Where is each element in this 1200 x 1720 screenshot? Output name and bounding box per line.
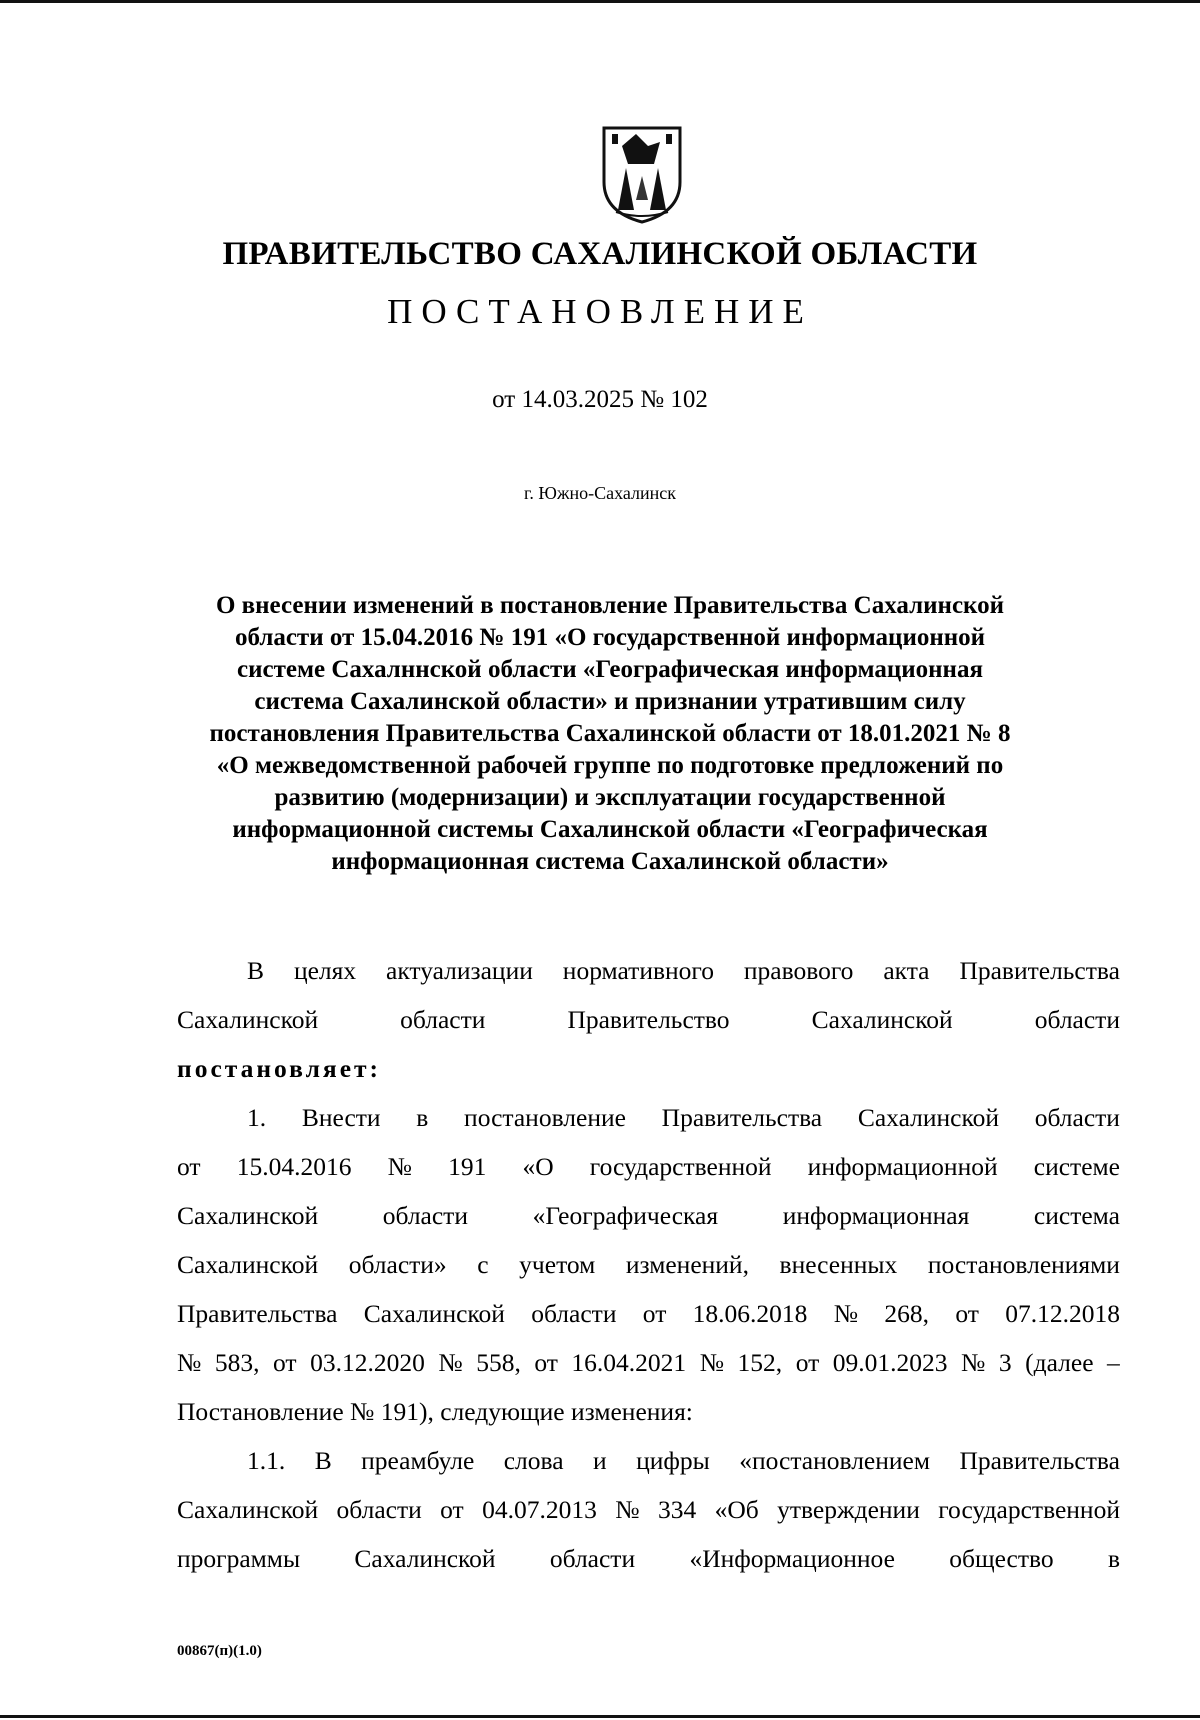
body-line (177, 946, 1120, 995)
word: 3 (998, 1348, 1012, 1377)
word: постановление (464, 1103, 626, 1132)
word: слова (503, 1446, 564, 1475)
word: № (833, 1299, 859, 1328)
body-line: Постановление № 191), следующие изменения: (177, 1397, 693, 1426)
word: правового (743, 956, 854, 985)
body-line (177, 1191, 1120, 1240)
word: области» (348, 1250, 447, 1279)
word: акта (883, 956, 930, 985)
word: преамбуле (361, 1446, 475, 1475)
word: 583, (214, 1348, 260, 1377)
word: области (1034, 1005, 1120, 1034)
title-line: система Сахалинской области» и признании утратившим силу (254, 688, 966, 715)
word: от (642, 1299, 667, 1328)
word: – (1107, 1348, 1120, 1377)
title-line: информационная система Сахалинской области» (331, 848, 889, 875)
word: В (314, 1446, 332, 1475)
word: 1.1. (247, 1446, 286, 1475)
word: информационная (782, 1201, 970, 1230)
word: 268, (884, 1299, 929, 1328)
word: Сахалинской (857, 1103, 999, 1132)
word: изменений, (625, 1250, 749, 1279)
word: 09.01.2023 (832, 1348, 948, 1377)
word: области (400, 1005, 486, 1034)
title-line: О внесении изменений в постановление Правительства Сахалинской (215, 592, 1005, 619)
body-line (177, 1240, 1120, 1289)
word: Сахалинской (177, 1250, 319, 1279)
word: Правительства (959, 1446, 1120, 1475)
word: цифры (636, 1446, 710, 1475)
word: система (1033, 1201, 1120, 1230)
word: 334 (657, 1495, 697, 1524)
document-date-number: от 14.03.2025 № 102 (492, 386, 708, 413)
word: № (438, 1348, 463, 1377)
word: государственной (589, 1152, 772, 1181)
word: информационной (807, 1152, 998, 1181)
body-line (177, 1436, 1120, 1485)
title-line: развитию (модернизации) и эксплуатации государственной (274, 784, 946, 811)
word: с (477, 1250, 489, 1279)
word: Правительство (567, 1005, 730, 1034)
document-code: 00867(п)(1.0) (177, 1643, 262, 1659)
word: нормативного (562, 956, 714, 985)
word: области (549, 1544, 636, 1573)
word: от (177, 1152, 201, 1181)
word: Сахалинской (811, 1005, 953, 1034)
body-line-resolves: постановляет: (177, 1054, 382, 1083)
word: 152, (737, 1348, 783, 1377)
word: общество (949, 1544, 1054, 1573)
word: 07.12.2018 (1005, 1299, 1120, 1328)
word: Правительства (959, 956, 1120, 985)
body-line (177, 1289, 1120, 1338)
word: «постановлением (739, 1446, 930, 1475)
word: от (440, 1495, 464, 1524)
title-line: «О межведомственной рабочей группе по подготовке предложений по (216, 752, 1004, 779)
word: № (961, 1348, 986, 1377)
bottom-border (0, 1715, 1200, 1718)
word: учетом (519, 1250, 596, 1279)
word: от (273, 1348, 297, 1377)
word: Правительства (661, 1103, 823, 1132)
title-line: информационной системы Сахалинской области «Географическая (232, 816, 988, 843)
word: 558, (476, 1348, 521, 1377)
word: 04.07.2013 (482, 1495, 597, 1524)
sakhalin-coat-of-arms-icon (598, 120, 686, 226)
document-title (160, 590, 1060, 878)
word: от (955, 1299, 979, 1328)
body-line (177, 995, 1120, 1044)
word: и (593, 1446, 607, 1475)
body-line (177, 1338, 1120, 1387)
word: «Об (714, 1495, 759, 1524)
title-line: системе Сахалннской области «Географическая информационная (237, 656, 983, 683)
word: системе (1033, 1152, 1120, 1181)
word: области (531, 1299, 617, 1328)
word: 16.04.2021 (571, 1348, 687, 1377)
word: 1. (247, 1103, 267, 1132)
word: утверждении (777, 1495, 920, 1524)
word: № (699, 1348, 725, 1377)
title-line: постановления Правительства Сахалинской области от 18.01.2021 № 8 (209, 720, 1011, 747)
word: 191 (448, 1152, 487, 1181)
word: Сахалинской (177, 1201, 319, 1230)
word: (далее (1025, 1348, 1094, 1377)
word: В (247, 956, 265, 985)
word: в (1107, 1544, 1120, 1573)
word: Сахалинской (354, 1544, 496, 1573)
word: от (534, 1348, 558, 1377)
word: «Информационное (689, 1544, 895, 1573)
document-city: г. Южно-Сахалинск (523, 483, 677, 503)
word: Правительства (177, 1299, 338, 1328)
body-line (177, 1485, 1120, 1534)
word: 15.04.2016 (236, 1152, 352, 1181)
word: области (1034, 1103, 1120, 1132)
word: 18.06.2018 (692, 1299, 808, 1328)
document-body (177, 946, 1120, 1583)
word: государственной (938, 1495, 1120, 1524)
title-line: области от 15.04.2016 № 191 «О государственной информационной (234, 624, 986, 651)
word: программы (177, 1544, 301, 1573)
word: актуализации (386, 956, 533, 985)
word: «О (522, 1152, 554, 1181)
word: «Географическая (532, 1201, 719, 1230)
word: области (336, 1495, 422, 1524)
document-type: ПОСТАНОВЛЕНИЕ (387, 292, 813, 331)
word: Сахалинской (363, 1299, 505, 1328)
word: № (615, 1495, 640, 1524)
word: целях (293, 956, 357, 985)
word: 03.12.2020 (310, 1348, 425, 1377)
word: в (416, 1103, 429, 1132)
body-line (177, 1142, 1120, 1191)
body-line (177, 1534, 1120, 1583)
word: внесенных (779, 1250, 898, 1279)
word: № (387, 1152, 412, 1181)
word: постановлениями (927, 1250, 1120, 1279)
word: области (382, 1201, 468, 1230)
government-name: ПРАВИТЕЛЬСТВО САХАЛИНСКОЙ ОБЛАСТИ (222, 236, 978, 272)
word: Сахалинской (177, 1495, 319, 1524)
body-line (177, 1093, 1120, 1142)
word: Внести (301, 1103, 381, 1132)
top-border (0, 0, 1200, 3)
word: Сахалинской (177, 1005, 319, 1034)
word: от (795, 1348, 820, 1377)
word: № (177, 1348, 202, 1377)
